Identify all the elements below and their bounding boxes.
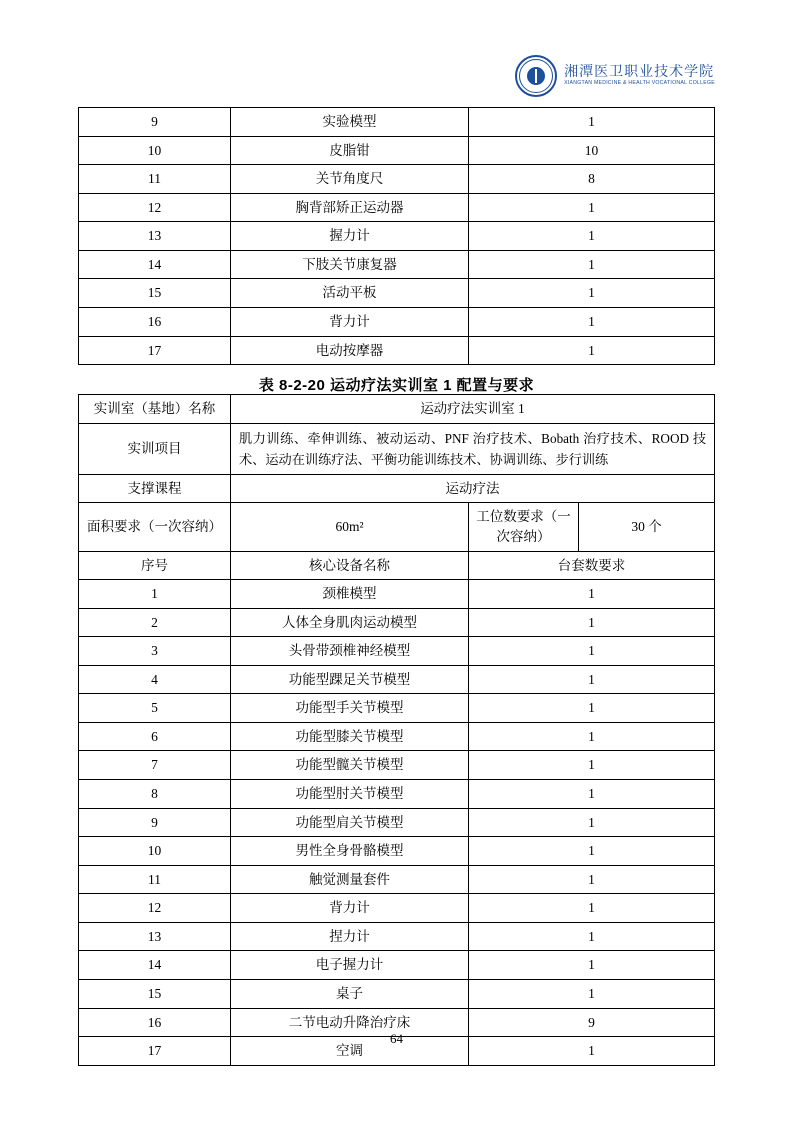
cell-name: 背力计 bbox=[231, 307, 469, 336]
cell-qty: 1 bbox=[469, 694, 715, 723]
table-row bbox=[79, 136, 715, 165]
cell-no: 15 bbox=[79, 979, 231, 1008]
cell-no: 8 bbox=[79, 780, 231, 809]
cell-no: 14 bbox=[79, 951, 231, 980]
cell-no: 12 bbox=[79, 894, 231, 923]
table-row bbox=[79, 108, 715, 137]
cell-name: 桌子 bbox=[231, 979, 469, 1008]
table-row bbox=[79, 608, 715, 637]
training-room-table bbox=[78, 394, 715, 1066]
cell-no: 9 bbox=[79, 108, 231, 137]
cell-no: 10 bbox=[79, 136, 231, 165]
college-logo-text bbox=[564, 65, 715, 87]
table-row bbox=[79, 694, 715, 723]
cell-name: 头骨带颈椎神经模型 bbox=[231, 637, 469, 666]
table-row bbox=[79, 336, 715, 365]
cell-no: 15 bbox=[79, 279, 231, 308]
table-row bbox=[79, 193, 715, 222]
cell-course-label: 支撑课程 bbox=[79, 474, 231, 503]
cell-qty: 1 bbox=[469, 608, 715, 637]
cell-no: 12 bbox=[79, 193, 231, 222]
table-caption: 表 8-2-20 运动疗法实训室 1 配置与要求 bbox=[258, 377, 535, 394]
cell-name: 胸背部矫正运动器 bbox=[231, 193, 469, 222]
table-row bbox=[79, 307, 715, 336]
table-row-course bbox=[79, 474, 715, 503]
cell-name: 握力计 bbox=[231, 222, 469, 251]
table-row bbox=[79, 222, 715, 251]
cell-course-value: 运动疗法 bbox=[231, 474, 715, 503]
cell-name: 功能型肘关节模型 bbox=[231, 780, 469, 809]
header-qty: 台套数要求 bbox=[469, 551, 715, 580]
table-row bbox=[79, 165, 715, 194]
cell-no: 16 bbox=[79, 307, 231, 336]
cell-no: 14 bbox=[79, 250, 231, 279]
cell-name: 人体全身肌肉运动模型 bbox=[231, 608, 469, 637]
cell-qty: 1 bbox=[469, 808, 715, 837]
college-seal-icon bbox=[515, 55, 557, 97]
table-row bbox=[79, 637, 715, 666]
cell-qty: 1 bbox=[469, 922, 715, 951]
cell-no: 16 bbox=[79, 1008, 231, 1037]
cell-name: 颈椎模型 bbox=[231, 580, 469, 609]
cell-no: 4 bbox=[79, 665, 231, 694]
cell-no: 9 bbox=[79, 808, 231, 837]
cell-no: 10 bbox=[79, 837, 231, 866]
cell-name: 实验模型 bbox=[231, 108, 469, 137]
cell-qty: 1 bbox=[469, 580, 715, 609]
cell-qty: 1 bbox=[469, 279, 715, 308]
cell-name: 男性全身骨骼模型 bbox=[231, 837, 469, 866]
header-no: 序号 bbox=[79, 551, 231, 580]
cell-no: 5 bbox=[79, 694, 231, 723]
cell-qty: 1 bbox=[469, 336, 715, 365]
cell-qty: 1 bbox=[469, 951, 715, 980]
cell-qty: 1 bbox=[469, 780, 715, 809]
cell-qty: 1 bbox=[469, 751, 715, 780]
cell-name: 功能型髋关节模型 bbox=[231, 751, 469, 780]
table-row bbox=[79, 780, 715, 809]
table-row bbox=[79, 922, 715, 951]
header-name: 核心设备名称 bbox=[231, 551, 469, 580]
table-row bbox=[79, 865, 715, 894]
cell-qty: 9 bbox=[469, 1008, 715, 1037]
table-row-area bbox=[79, 503, 715, 551]
table-row-room bbox=[79, 395, 715, 424]
cell-station-value: 30 个 bbox=[579, 503, 715, 551]
cell-qty: 1 bbox=[469, 307, 715, 336]
table-row bbox=[79, 979, 715, 1008]
cell-qty: 1 bbox=[469, 665, 715, 694]
table-row bbox=[79, 951, 715, 980]
cell-no: 11 bbox=[79, 165, 231, 194]
cell-name: 触觉测量套件 bbox=[231, 865, 469, 894]
cell-name: 空调 bbox=[231, 1037, 469, 1066]
cell-area-label: 面积要求（一次容纳） bbox=[79, 503, 231, 551]
cell-name: 下肢关节康复器 bbox=[231, 250, 469, 279]
cell-name: 电子握力计 bbox=[231, 951, 469, 980]
cell-qty: 1 bbox=[469, 722, 715, 751]
cell-name: 二节电动升降治疗床 bbox=[231, 1008, 469, 1037]
cell-room-label: 实训室（基地）名称 bbox=[79, 395, 231, 424]
cell-qty: 10 bbox=[469, 136, 715, 165]
cell-qty: 1 bbox=[469, 894, 715, 923]
cell-no: 13 bbox=[79, 222, 231, 251]
cell-project-value: 肌力训练、牵伸训练、被动运动、PNF 治疗技术、Bobath 治疗技术、ROOD 技术、运动在训练疗法、平衡功能训练技术、协调训练、步行训练 bbox=[231, 423, 715, 474]
cell-qty: 1 bbox=[469, 865, 715, 894]
cell-qty: 1 bbox=[469, 1037, 715, 1066]
college-name-en: XIANGTAN MEDICINE & HEALTH VOCATIONAL COLLEGE bbox=[564, 80, 715, 87]
cell-name: 皮脂钳 bbox=[231, 136, 469, 165]
cell-no: 13 bbox=[79, 922, 231, 951]
table-row bbox=[79, 722, 715, 751]
table-header-row bbox=[79, 551, 715, 580]
cell-qty: 1 bbox=[469, 637, 715, 666]
cell-qty: 1 bbox=[469, 250, 715, 279]
cell-name: 捏力计 bbox=[231, 922, 469, 951]
cell-no: 6 bbox=[79, 722, 231, 751]
table-row bbox=[79, 665, 715, 694]
cell-name: 功能型膝关节模型 bbox=[231, 722, 469, 751]
table-row bbox=[79, 894, 715, 923]
cell-name: 关节角度尺 bbox=[231, 165, 469, 194]
cell-room-value: 运动疗法实训室 1 bbox=[231, 395, 715, 424]
cell-qty: 1 bbox=[469, 108, 715, 137]
cell-qty: 1 bbox=[469, 193, 715, 222]
cell-qty: 1 bbox=[469, 837, 715, 866]
table-row bbox=[79, 751, 715, 780]
table-row bbox=[79, 279, 715, 308]
cell-area-value: 60m² bbox=[231, 503, 469, 551]
table-row bbox=[79, 580, 715, 609]
cell-station-label: 工位数要求（一次容纳） bbox=[469, 503, 579, 551]
page-number: 64 bbox=[390, 1031, 403, 1046]
cell-name: 功能型踝足关节模型 bbox=[231, 665, 469, 694]
cell-project-label: 实训项目 bbox=[79, 423, 231, 474]
cell-name: 功能型手关节模型 bbox=[231, 694, 469, 723]
cell-qty: 1 bbox=[469, 979, 715, 1008]
table-row bbox=[79, 808, 715, 837]
cell-no: 3 bbox=[79, 637, 231, 666]
cell-no: 17 bbox=[79, 1037, 231, 1066]
cell-no: 11 bbox=[79, 865, 231, 894]
cell-name: 背力计 bbox=[231, 894, 469, 923]
cell-no: 2 bbox=[79, 608, 231, 637]
college-logo bbox=[515, 55, 715, 97]
cell-no: 7 bbox=[79, 751, 231, 780]
cell-no: 1 bbox=[79, 580, 231, 609]
cell-qty: 8 bbox=[469, 165, 715, 194]
cell-no: 17 bbox=[79, 336, 231, 365]
cell-name: 功能型肩关节模型 bbox=[231, 808, 469, 837]
equipment-table-continued bbox=[78, 107, 715, 365]
table-row bbox=[79, 837, 715, 866]
table-row bbox=[79, 250, 715, 279]
college-name-cn: 湘潭医卫职业技术学院 bbox=[564, 64, 715, 80]
cell-qty: 1 bbox=[469, 222, 715, 251]
cell-name: 活动平板 bbox=[231, 279, 469, 308]
cell-name: 电动按摩器 bbox=[231, 336, 469, 365]
table-row-project bbox=[79, 423, 715, 474]
seal-emblem-icon bbox=[527, 67, 545, 85]
